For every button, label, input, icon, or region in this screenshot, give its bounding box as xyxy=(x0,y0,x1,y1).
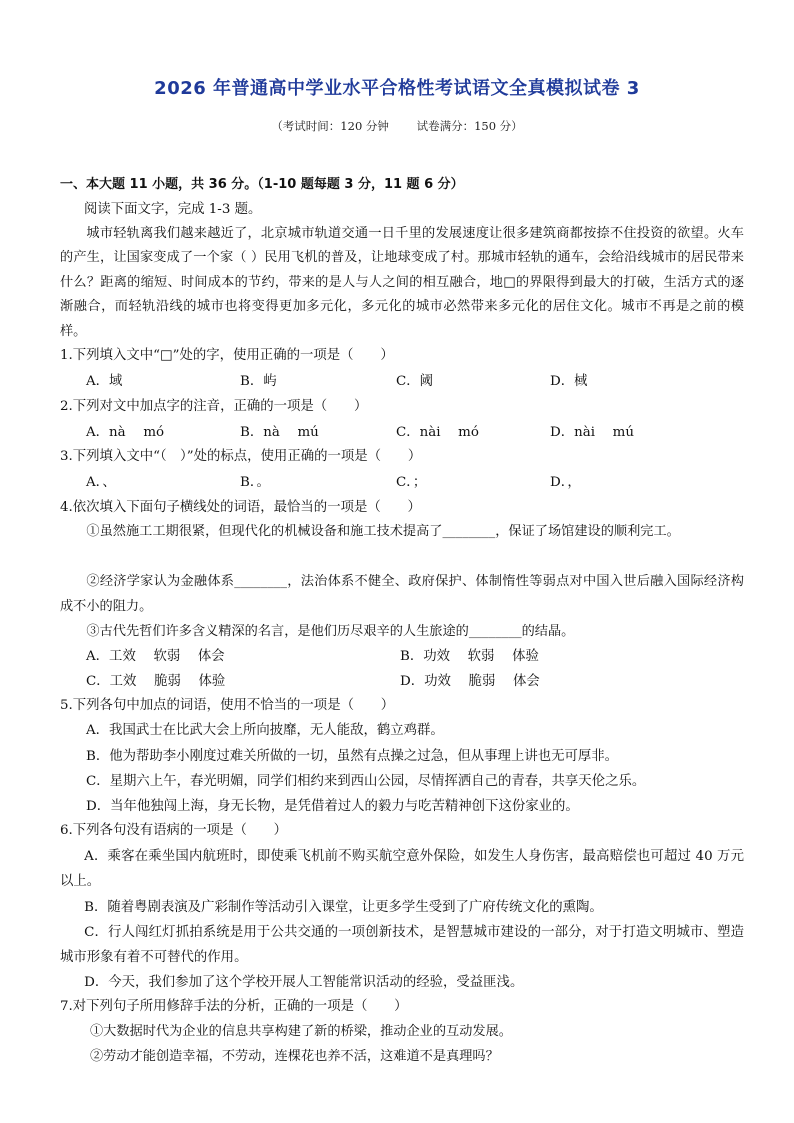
q1-option-c: C．阈 xyxy=(396,374,434,389)
q4-option-c: C．工效 脆弱 体验 xyxy=(86,674,226,689)
q1-option-d: D．棫 xyxy=(550,374,588,389)
q5-option-b: B．他为帮助李小刚度过难关所做的一切，虽然有点操之过急，但从事理上讲也无可厚非。 xyxy=(86,749,619,764)
q4-option-a: A．工效 软弱 体会 xyxy=(86,649,225,664)
q6-option-b: B．随着粤剧表演及广彩制作等活动引入课堂，让更多学生受到了广府传统文化的熏陶。 xyxy=(84,900,603,915)
question-1-stem: 1.下列填入文中“□”处的字，使用正确的一项是（ ） xyxy=(60,348,394,363)
q1-option-b: B．屿 xyxy=(240,374,277,389)
q2-option-d: D．nài mú xyxy=(550,425,634,440)
exam-title: 2026 年普通高中学业水平合格性考试语文全真模拟试卷 3 xyxy=(154,78,640,99)
question-7-stem: 7.对下列句子所用修辞手法的分析，正确的一项是（ ） xyxy=(60,999,408,1014)
q6-option-a: A．乘客在乘坐国内航班时，即使乘飞机前不购买航空意外保险，如发生人身伤害，最高赔偿也可超过 40 万元以上。 xyxy=(60,849,744,889)
q2-option-c: C．nài mó xyxy=(396,425,479,440)
q2-option-a: A．nà mó xyxy=(86,425,165,440)
question-2-stem: 2.下列对文中加点字的注音，正确的一项是（ ） xyxy=(60,399,368,414)
reading-passage: 城市轻轨离我们越来越近了，北京城市轨道交通一日千里的发展速度让很多建筑商都按捺不住投资的欲望。火车的产生，让国家变成了一个家（ ）民用飞机的普及，让地球变成了村。那城市轻轨的通车，会给沿线城市的居民带来什么？距离的缩短、时间成本的节约，带来的是人与人之间的相互融合，地□的界限得到最大的打破，生活方式的逐渐融合，而轻轨沿线的城市也将变得更加多元化，多元化的城市必然带来多元化的居住文化。城市不再是之前的模样。 xyxy=(60,226,744,339)
question-6-stem: 6.下列各句没有语病的一项是（ ） xyxy=(60,823,288,838)
question-4-stem: 4.依次填入下面句子横线处的词语，最恰当的一项是（ ） xyxy=(60,500,421,515)
question-3-stem: 3.下列填入文中“（ ）”处的标点，使用正确的一项是（ ） xyxy=(60,449,422,464)
q5-option-c: C．星期六上午，春光明媚，同学们相约来到西山公园，尽情挥洒自己的青春，共享天伦之乐。 xyxy=(86,774,646,789)
q6-option-d: D．今天，我们参加了这个学校开展人工智能常识活动的经验，受益匪浅。 xyxy=(84,975,524,990)
q3-option-a: A．、 xyxy=(86,475,116,490)
q4-option-b: B．功效 软弱 体验 xyxy=(400,649,539,664)
reading-instruction: 阅读下面文字，完成 1-3 题。 xyxy=(84,202,262,217)
q4-sentence-3: ③古代先哲们许多含义精深的名言，是他们历尽艰辛的人生旅途的________的结晶。 xyxy=(86,624,575,639)
q7-sentence-2: ②劳动才能创造幸福，不劳动，连棵花也养不活，这难道不是真理吗？ xyxy=(90,1049,499,1064)
q2-option-b: B．nà mú xyxy=(240,425,319,440)
q3-option-d: D．， xyxy=(550,475,581,490)
q3-option-b: B．。 xyxy=(240,475,270,490)
exam-time: （考试时间：120 分钟 xyxy=(271,119,389,133)
exam-score: 试卷满分：150 分） xyxy=(416,119,523,133)
q7-sentence-1: ①大数据时代为企业的信息共享构建了新的桥梁，推动企业的互动发展。 xyxy=(90,1024,512,1039)
q5-option-d: D．当年他独闯上海，身无长物，是凭借着过人的毅力与吃苦精神创下这份家业的。 xyxy=(86,799,579,814)
exam-info xyxy=(0,118,794,134)
q4-sentence-1: ①虽然施工工期很紧，但现代化的机械设备和施工技术提高了________，保证了场馆建设的顺利完工。 xyxy=(86,524,680,539)
q4-option-d: D．功效 脆弱 体会 xyxy=(400,674,540,689)
q5-option-a: A．我国武士在比武大会上所向披靡，无人能敌，鹤立鸡群。 xyxy=(86,723,444,738)
q4-sentence-2: ②经济学家认为金融体系________，法治体系不健全、政府保护、体制惰性等弱点对中国入世后融入国际经济构成不小的阻力。 xyxy=(60,574,744,614)
section-heading: 一、本大题 11 小题，共 36 分。（1-10 题每题 3 分，11 题 6 分） xyxy=(60,177,464,192)
question-5-stem: 5.下列各句中加点的词语，使用不恰当的一项是（ ） xyxy=(60,698,395,713)
q1-option-a: A．域 xyxy=(86,374,123,389)
q3-option-c: C．； xyxy=(396,475,427,490)
q6-option-c: C．行人闯红灯抓拍系统是用于公共交通的一项创新技术，是智慧城市建设的一部分，对于打造文明城市、塑造城市形象有着不可替代的作用。 xyxy=(60,925,744,965)
